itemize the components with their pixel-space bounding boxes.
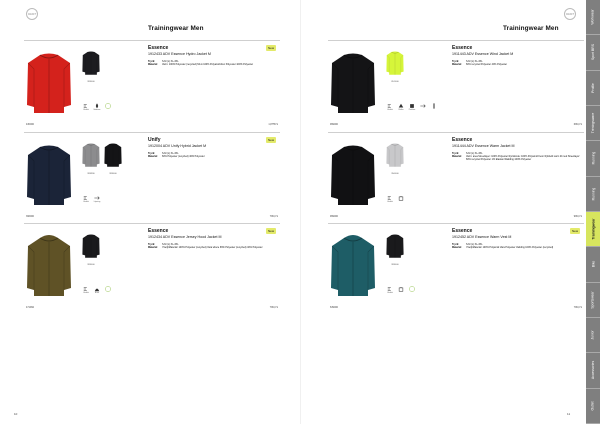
spec-value: Varm: 100% Polyester (recycled) Mi-lo 100% Polyamid-Ren Polyester 100% Polyester	[162, 63, 254, 67]
side-tab-label: Profile	[591, 83, 595, 93]
page-number: 11	[567, 412, 571, 416]
wind-icon	[386, 195, 394, 205]
pack-icon	[408, 103, 416, 113]
side-tab[interactable]	[586, 353, 600, 388]
side-tab-label: Accessories	[591, 361, 595, 380]
spec-key: Tryck:	[452, 243, 460, 246]
feature-label: Vindtät	[83, 109, 89, 111]
side-tab[interactable]	[586, 247, 600, 282]
product-subtitle: 1912434 ADV Essence Jersey Hood Jacket M	[148, 235, 222, 239]
product-image[interactable]	[26, 49, 72, 117]
side-tab[interactable]	[586, 212, 600, 247]
side-tab[interactable]	[586, 318, 600, 353]
color-variant-thumbnail[interactable]	[104, 140, 122, 175]
spec-row	[148, 63, 278, 66]
spec-value: S-M (L) XL-3XL	[162, 152, 179, 155]
reflex-icon	[397, 103, 405, 113]
color-variant-thumbnail[interactable]	[386, 140, 404, 175]
product-subtitle: 1912452 ADV Essence Warm Vest M	[452, 235, 512, 239]
product-image[interactable]	[26, 141, 72, 209]
variant-code: 851000	[391, 81, 399, 83]
spec-value: S-M (L) XL-3XL	[162, 243, 179, 246]
color-variant-thumbnail[interactable]	[82, 48, 100, 83]
product-name: Essence	[452, 45, 473, 51]
variant-thumbnails	[386, 140, 404, 175]
side-tab[interactable]	[586, 177, 600, 212]
wind-icon	[82, 286, 90, 296]
product-info	[148, 45, 278, 66]
main-color-code: 999000	[330, 215, 338, 218]
product-subtitle: 1912433 ADV Essence Hydro Jacket M	[148, 52, 211, 56]
feature-icons	[386, 286, 416, 296]
side-tab-label: Bike	[590, 261, 595, 268]
main-color-code: 471992	[26, 306, 34, 309]
product-block	[24, 40, 280, 130]
spec-value: S-M (L) XL-3XL	[162, 60, 179, 63]
product-specs	[452, 243, 582, 249]
side-tab-label: Junior	[591, 330, 595, 340]
side-tab-label: Workwear	[591, 9, 596, 25]
product-specs	[148, 60, 278, 66]
spec-key: Material:	[452, 246, 462, 250]
side-tab[interactable]	[586, 141, 600, 176]
product-name: Essence	[452, 228, 473, 234]
product-image[interactable]	[330, 141, 376, 209]
spec-value: S-M (L) XL-3XL	[466, 152, 483, 155]
new-badge: New	[571, 229, 578, 233]
product-block	[24, 132, 280, 222]
side-tab[interactable]	[586, 283, 600, 318]
drop-icon	[93, 103, 101, 113]
spec-key: Material:	[148, 155, 158, 159]
variant-code: 999000	[87, 81, 95, 83]
variant-code: 999000	[87, 264, 95, 266]
bag-icon	[397, 286, 405, 296]
recycle-icon	[104, 103, 112, 113]
product-specs	[148, 243, 278, 249]
side-tab[interactable]	[586, 0, 600, 35]
product-image[interactable]	[330, 232, 376, 300]
spec-value: Ytterjl/Material: 100% Polyamid Vara Polyester Vadding 100% Polyester (recycled)	[466, 246, 554, 250]
product-block	[328, 40, 584, 130]
spec-key: Material:	[148, 246, 158, 250]
color-variant-thumbnail[interactable]	[386, 48, 404, 83]
main-color-code: 396000	[26, 215, 34, 218]
feature-icons	[386, 103, 438, 113]
product-block	[24, 223, 280, 313]
variant-code: 950000	[391, 173, 399, 175]
spec-key: Tryck:	[452, 152, 460, 155]
product-specs	[148, 152, 278, 158]
product-image[interactable]	[26, 232, 72, 300]
spec-key: Tryck:	[452, 60, 460, 63]
feature-label: Reflex	[398, 109, 404, 111]
side-tab-label: Tréningsware	[591, 112, 596, 134]
variant-code: 999000	[391, 264, 399, 266]
side-tab[interactable]	[586, 389, 600, 424]
page-number: 10	[14, 412, 18, 416]
side-tab-label: Running	[590, 187, 595, 201]
run-icon	[419, 103, 427, 113]
side-tab-label: Trainingwear	[591, 218, 596, 240]
spec-value: 60% recycled Polyester 40% Polyester	[466, 63, 508, 67]
feature-label: Vindtät	[387, 201, 393, 203]
side-tab-label: Outlet	[590, 401, 595, 411]
product-ref: 799,0 S	[573, 306, 582, 309]
variant-code: 999990	[87, 173, 95, 175]
spec-row	[148, 155, 278, 158]
wind-icon	[386, 286, 394, 296]
feature-label: Löpning	[93, 201, 101, 203]
bag-icon	[397, 195, 405, 205]
product-image[interactable]	[330, 49, 376, 117]
spec-key: Tryck:	[148, 152, 156, 155]
variant-thumbnails	[82, 231, 100, 266]
new-badge: New	[267, 46, 274, 50]
feature-label: Vindtät	[83, 201, 89, 203]
product-specs	[452, 152, 582, 162]
wind-icon	[82, 195, 90, 205]
product-ref: 699,0 S	[573, 123, 582, 126]
feature-label: Huva	[94, 292, 100, 294]
run-icon	[93, 195, 101, 205]
spec-value: S-M (L) XL-3XL	[466, 60, 483, 63]
product-name: Unify	[148, 137, 161, 143]
product-block	[328, 132, 584, 222]
brand-logo: CRAFT	[26, 8, 38, 20]
product-ref: 1,8755 S	[268, 123, 278, 126]
spec-value: Varm: area Streetlayer: 100% Polyester Rycklonde: 100% Polyamid Kenn Rykbeltt varm fd med Streetlayer: 60% recycled Polyester 1% Elastan Wadding 100% Polyester	[466, 155, 581, 162]
product-block	[328, 223, 584, 313]
spec-row	[148, 246, 278, 249]
side-tab[interactable]	[586, 106, 600, 141]
section-title: Trainingwear Men	[148, 25, 204, 32]
spec-row	[452, 246, 582, 249]
feature-label: Vindtät	[387, 109, 393, 111]
spec-value: Ytterjl/Material: 100% Polyester (recycled) Vara where 66% Polyester (recycled) 40% Polyester	[162, 246, 263, 250]
product-subtitle: 1912004 ADV Unify Hybrid Jacket M	[148, 144, 207, 148]
product-info	[148, 228, 278, 249]
variant-thumbnails	[386, 231, 404, 266]
hood-icon	[93, 286, 101, 296]
feature-label: Packbar	[408, 109, 416, 111]
feature-label: Vindtät	[387, 292, 393, 294]
variant-thumbnails	[82, 140, 122, 175]
product-subtitle: 1911444 ADV Essence Warm Jacket M	[452, 144, 515, 148]
recycle-icon	[408, 286, 416, 296]
wind-icon	[386, 103, 394, 113]
zipper-icon	[430, 103, 438, 113]
variant-thumbnails	[82, 48, 100, 83]
spec-value: 60% Polyester (recycled) 40% Polyester	[162, 155, 205, 159]
wind-icon	[82, 103, 90, 113]
variant-thumbnails	[386, 48, 404, 83]
section-title: Trainingwear Men	[503, 25, 559, 32]
new-badge: New	[267, 229, 274, 233]
spec-key: Material:	[148, 63, 158, 67]
variant-code: 999000	[109, 173, 117, 175]
category-side-tabs	[586, 0, 600, 424]
side-tab[interactable]	[586, 35, 600, 70]
feature-label: Vindtät	[83, 292, 89, 294]
color-variant-thumbnail[interactable]	[82, 231, 100, 266]
spec-row	[452, 63, 582, 66]
product-info	[452, 137, 582, 162]
product-name: Essence	[148, 45, 169, 51]
spec-row	[452, 155, 582, 161]
feature-icons	[82, 103, 112, 113]
product-subtitle: 1911443 ADV Essence Wind Jacket M	[452, 52, 514, 56]
product-specs	[452, 60, 582, 66]
product-ref: 799,0 S	[269, 306, 278, 309]
brand-logo: CRAFT	[564, 8, 576, 20]
product-info	[452, 228, 582, 249]
side-tab-label: Sport BRS	[591, 44, 595, 61]
product-info	[452, 45, 582, 66]
main-color-code: 999000	[330, 123, 338, 126]
side-tab-label: Sportswear	[591, 291, 595, 309]
product-name: Essence	[148, 228, 169, 234]
new-badge: New	[267, 138, 274, 142]
product-ref: 799,0 S	[269, 215, 278, 218]
product-name: Essence	[452, 137, 473, 143]
product-info	[148, 137, 278, 158]
feature-icons	[82, 286, 112, 296]
feature-icons	[82, 195, 101, 205]
color-variant-thumbnail[interactable]	[386, 231, 404, 266]
feature-label: Vattenav.	[93, 109, 101, 111]
spec-value: S-M (L) XL-3XL	[466, 243, 483, 246]
main-color-code: 430000	[26, 123, 34, 126]
spec-key: Material:	[452, 63, 462, 67]
side-tab-label: Running	[590, 152, 595, 165]
main-color-code: 639000	[330, 306, 338, 309]
feature-icons	[386, 195, 405, 205]
spec-key: Tryck:	[148, 60, 156, 63]
product-ref: 999,0 S	[573, 215, 582, 218]
spec-key: Tryck:	[148, 243, 156, 246]
recycle-icon	[104, 286, 112, 296]
spec-key: Material:	[452, 155, 462, 159]
side-tab[interactable]	[586, 71, 600, 106]
color-variant-thumbnail[interactable]	[82, 140, 100, 175]
